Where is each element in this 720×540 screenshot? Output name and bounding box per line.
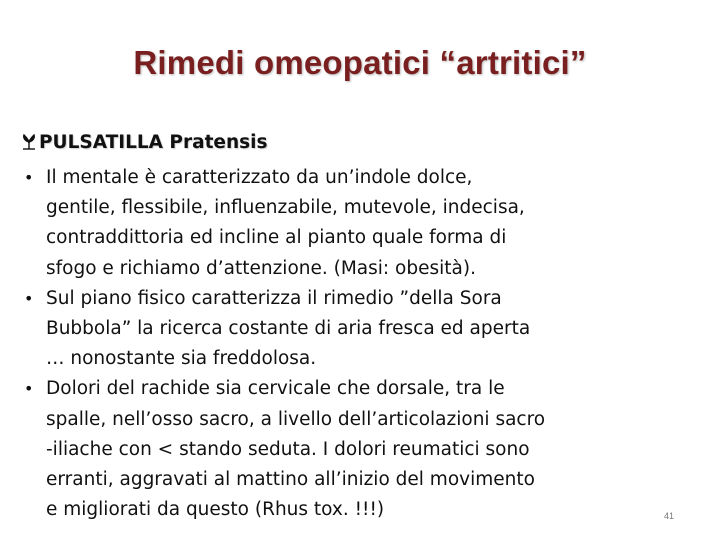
bullet-line: gentile, flessibile, influenzabile, mutevole, indecisa, (46, 197, 525, 219)
bullet-line: Bubbola” la ricerca costante di aria fresca ed aperta (46, 318, 531, 340)
bullet-dot: • (24, 288, 34, 308)
bullet-dot: • (24, 379, 34, 399)
bullet-line: … nonostante sia freddolosa. (46, 348, 317, 370)
bullet-line: Dolori del rachide sia cervicale che dorsale, tra le (46, 378, 505, 400)
bullet-line: contraddittoria ed incline al pianto quale forma di (46, 227, 507, 249)
flower-bullet-icon (20, 134, 38, 150)
bullet-item (20, 284, 710, 375)
bullet-line: -iliache con < stando seduta. I dolori reumatici sono (46, 438, 530, 460)
page-number: 41 (664, 511, 675, 521)
bullet-line: Sul piano fisico caratterizza il rimedio ”della Sora (46, 287, 502, 309)
bullet-line: e migliorati da questo (Rhus tox. !!!) (46, 499, 385, 521)
bullet-list (20, 163, 710, 525)
bullet-line: Il mentale è caratterizzato da un’indole dolce, (46, 167, 473, 188)
bullet-line: spalle, nell’osso sacro, a livello dell’articolazioni sacro (46, 408, 546, 430)
bullet-item (20, 374, 710, 525)
bullet-line: sfogo e richiamo d’attenzione. (Masi: obesità). (46, 257, 476, 279)
slide-title: Rimedi omeopatici “artritici” (133, 44, 587, 81)
remedy-heading-text: PULSATILLA Pratensis (39, 132, 268, 153)
bullet-item (20, 163, 710, 284)
bullet-dot: • (24, 168, 34, 187)
bullet-line: erranti, aggravati al mattino all’inizio del movimento (46, 469, 535, 491)
remedy-heading (20, 132, 268, 153)
